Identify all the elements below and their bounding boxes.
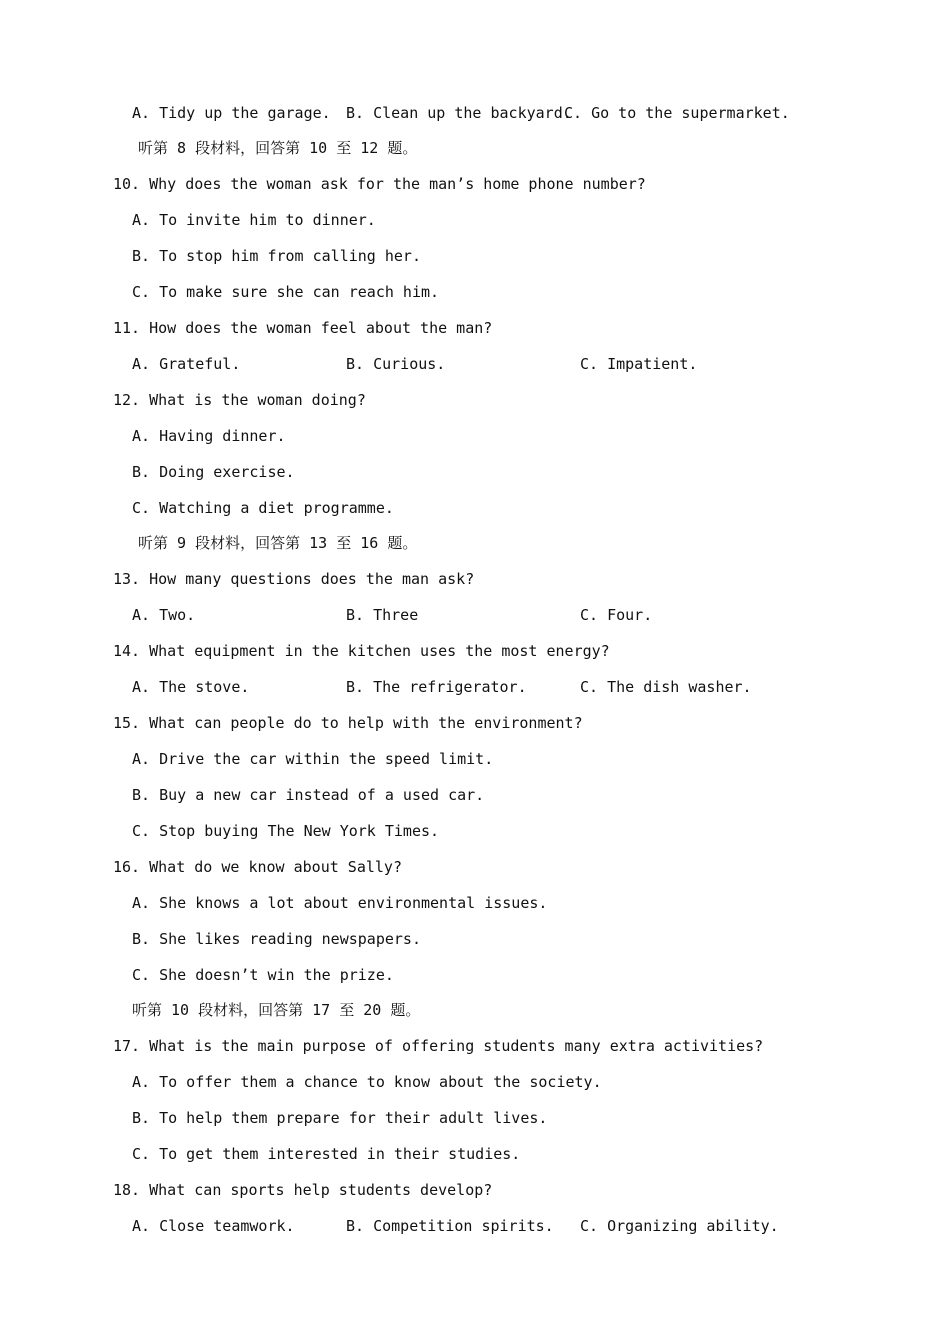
- question-11: 11. How does the woman feel about the man?: [113, 319, 493, 337]
- q17-option-a: A. To offer them a chance to know about the society.: [132, 1073, 602, 1091]
- q10-option-b: B. To stop him from calling her.: [132, 247, 421, 265]
- q15-option-b: B. Buy a new car instead of a used car.: [132, 786, 485, 804]
- q9-option-c: C. Go to the supermarket.: [564, 104, 790, 122]
- q9-option-a: A. Tidy up the garage.: [132, 104, 331, 122]
- q10-option-a: A. To invite him to dinner.: [132, 211, 376, 229]
- q15-option-a: A. Drive the car within the speed limit.: [132, 750, 494, 768]
- section-8-heading: 听第 8 段材料，回答第 10 至 12 题。: [138, 139, 418, 157]
- question-16: 16. What do we know about Sally?: [113, 858, 402, 876]
- q17-option-b: B. To help them prepare for their adult lives.: [132, 1109, 548, 1127]
- question-18: 18. What can sports help students develop?: [113, 1181, 493, 1199]
- q11-option-c: C. Impatient.: [580, 355, 698, 373]
- q13-option-c: C. Four.: [580, 606, 653, 624]
- q15-option-c: C. Stop buying The New York Times.: [132, 822, 440, 840]
- q18-option-a: A. Close teamwork.: [132, 1217, 295, 1235]
- q16-option-b: B. She likes reading newspapers.: [132, 930, 421, 948]
- q13-option-b: B. Three: [346, 606, 419, 624]
- q12-option-c: C. Watching a diet programme.: [132, 499, 394, 517]
- section-9-heading: 听第 9 段材料，回答第 13 至 16 题。: [138, 534, 418, 552]
- q11-option-a: A. Grateful.: [132, 355, 241, 373]
- question-17: 17. What is the main purpose of offering students many extra activities?: [113, 1037, 764, 1055]
- q16-option-c: C. She doesn’t win the prize.: [132, 966, 394, 984]
- question-10: 10. Why does the woman ask for the man’s home phone number?: [113, 175, 646, 193]
- q14-option-c: C. The dish washer.: [580, 678, 752, 696]
- q18-option-b: B. Competition spirits.: [346, 1217, 554, 1235]
- q11-option-b: B. Curious.: [346, 355, 446, 373]
- q12-option-b: B. Doing exercise.: [132, 463, 295, 481]
- q9-option-b: B. Clean up the backyard.: [346, 104, 572, 122]
- q18-option-c: C. Organizing ability.: [580, 1217, 779, 1235]
- q14-option-a: A. The stove.: [132, 678, 250, 696]
- q17-option-c: C. To get them interested in their studies.: [132, 1145, 521, 1163]
- q10-option-c: C. To make sure she can reach him.: [132, 283, 440, 301]
- q12-option-a: A. Having dinner.: [132, 427, 286, 445]
- question-14: 14. What equipment in the kitchen uses the most energy?: [113, 642, 610, 660]
- section-10-heading: 听第 10 段材料，回答第 17 至 20 题。: [132, 1001, 421, 1019]
- q13-option-a: A. Two.: [132, 606, 196, 624]
- q16-option-a: A. She knows a lot about environmental issues.: [132, 894, 548, 912]
- question-13: 13. How many questions does the man ask?: [113, 570, 475, 588]
- question-15: 15. What can people do to help with the environment?: [113, 714, 583, 732]
- question-12: 12. What is the woman doing?: [113, 391, 366, 409]
- q14-option-b: B. The refrigerator.: [346, 678, 527, 696]
